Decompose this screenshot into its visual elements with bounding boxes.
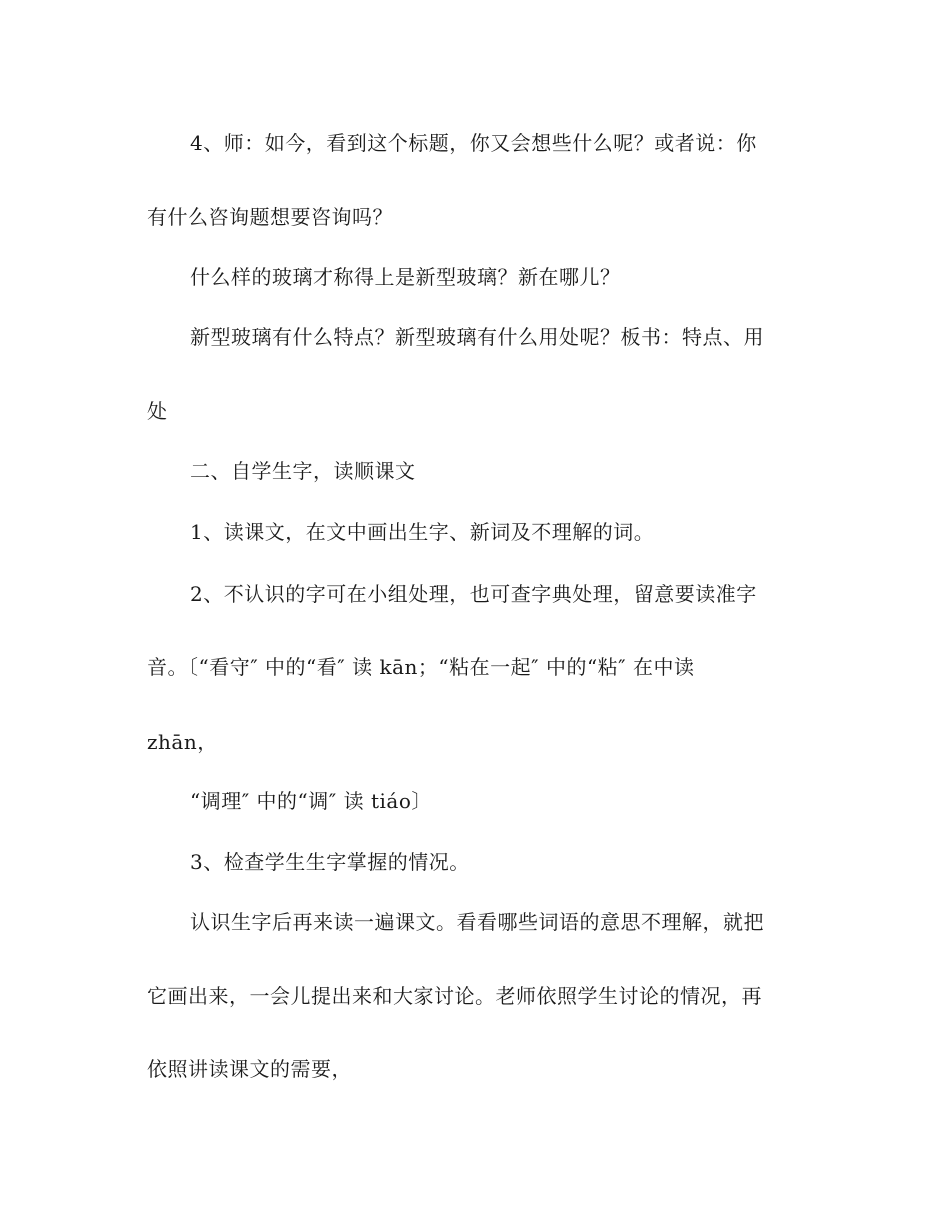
paragraph-line: 音。〔“看守″ 中的“看″ 读 kān；“粘在一起″ 中的“粘″ 在中读 — [147, 655, 695, 679]
paragraph-line: 什么样的玻璃才称得上是新型玻璃？新在哪儿？ — [190, 265, 621, 289]
paragraph-line: zhān， — [147, 730, 218, 754]
paragraph-line: 4、师：如今，看到这个标题，你又会想些什么呢？或者说：你 — [190, 131, 757, 155]
paragraph-line: 它画出来，一会儿提出来和大家讨论。老师依照学生讨论的情况，再 — [147, 984, 762, 1008]
paragraph-line: 有什么咨询题想要咨询吗？ — [147, 205, 393, 229]
paragraph-line: 认识生字后再来读一遍课文。看看哪些词语的意思不理解，就把 — [190, 910, 764, 934]
paragraph-line: 处 — [147, 399, 168, 423]
paragraph-line: “调理″ 中的“调″ 读 tiáo〕 — [190, 789, 432, 813]
paragraph-line: 3、检查学生生字掌握的情况。 — [190, 850, 470, 874]
paragraph-line: 1、读课文，在文中画出生字、新词及不理解的词。 — [190, 520, 655, 544]
paragraph-line: 新型玻璃有什么特点？新型玻璃有什么用处呢？板书：特点、用 — [190, 325, 764, 349]
paragraph-line: 依照讲读课文的需要， — [147, 1057, 352, 1081]
paragraph-line: 2、不认识的字可在小组处理，也可查字典处理，留意要读准字 — [190, 582, 757, 606]
section-heading: 二、自学生字，读顺课文 — [190, 459, 416, 483]
